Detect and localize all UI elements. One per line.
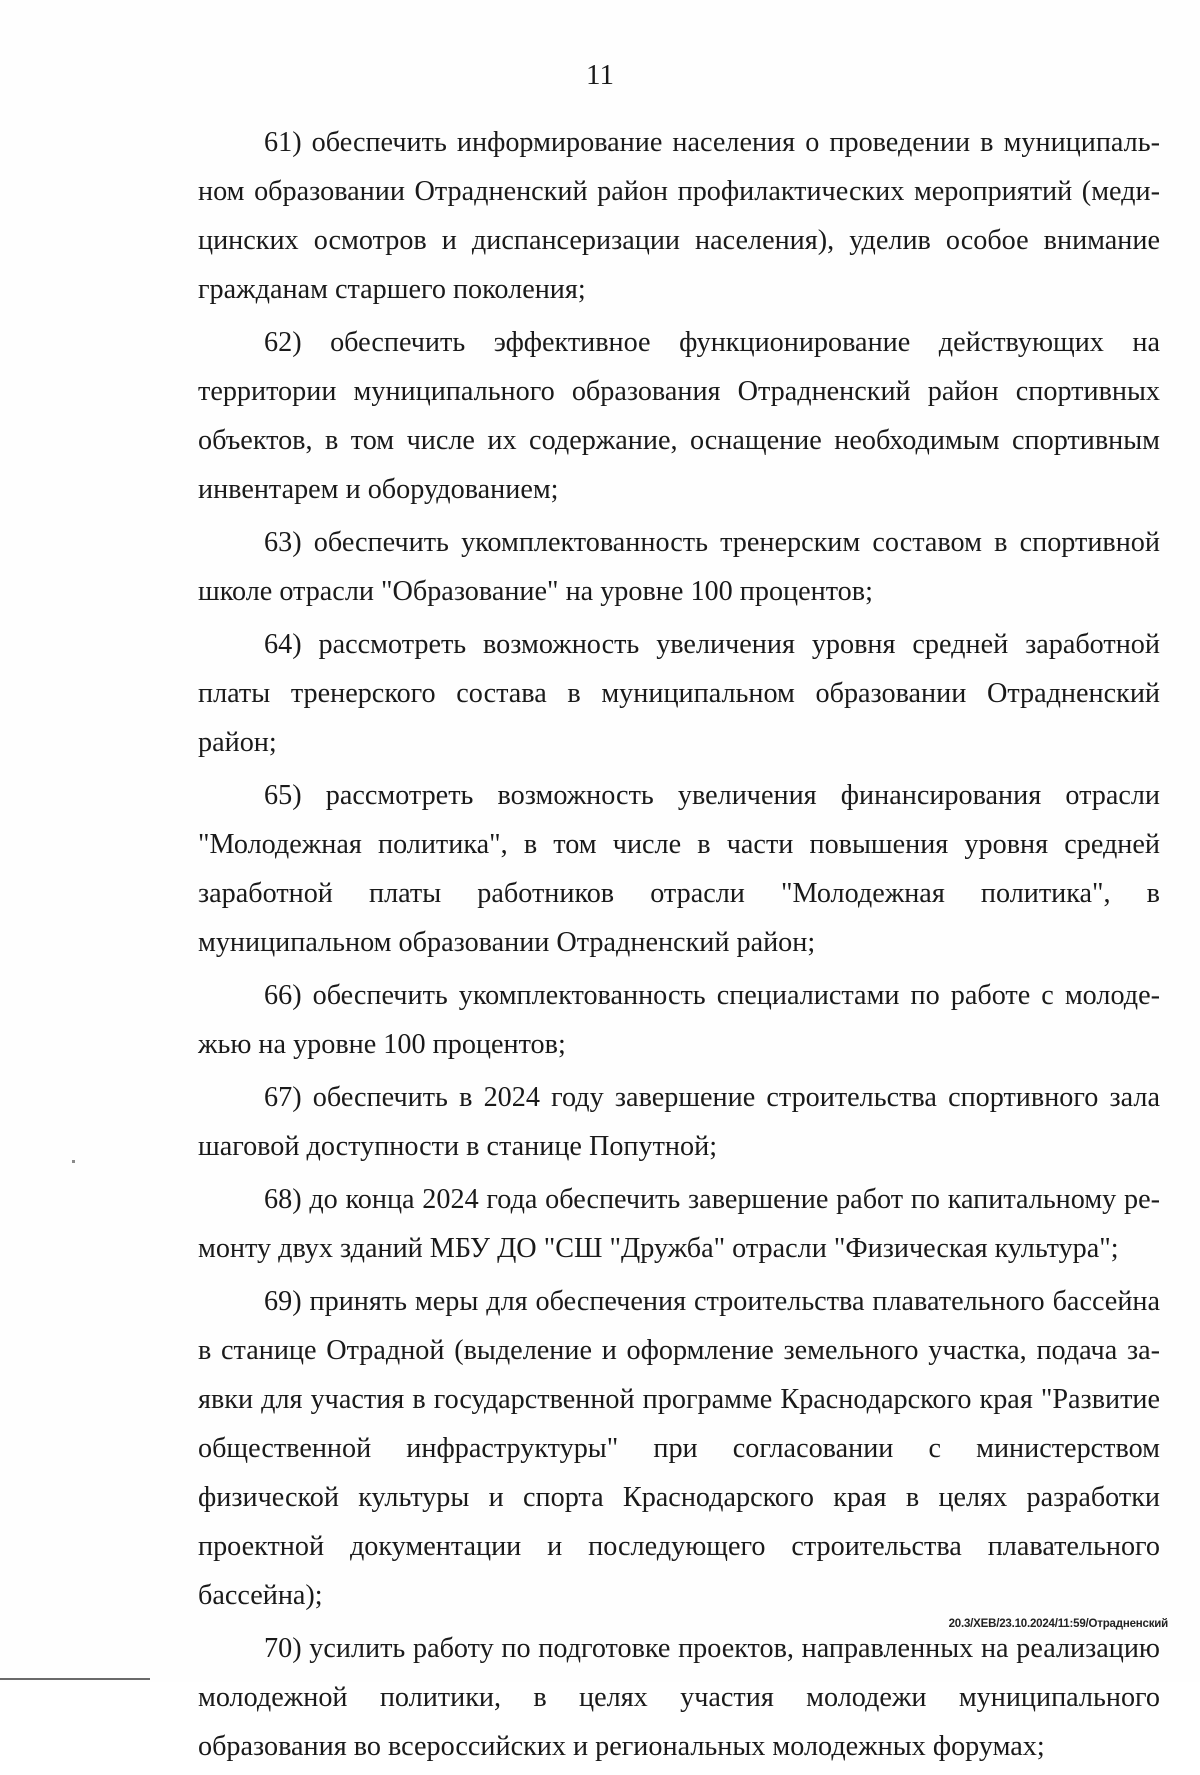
paragraph-number: 70)	[264, 1633, 302, 1664]
paragraph-number: 61)	[264, 127, 302, 158]
paragraph-67	[198, 1073, 1160, 1171]
paragraph-number: 62)	[264, 327, 302, 358]
paragraph-text: обеспечить информирование населения о проведении в муниципальном образовании Отрадненский район профилактических мероприятий (медицинских осмотров и диспансеризации населения), уделив особое внимание гражданам старшего поколения;	[198, 127, 1160, 305]
paragraph-text: усилить работу по подготовке проектов, направленных на реализацию молодежной политики, в целях участия молодежи муниципального образования во всероссийских и региональных молодежных форумах;	[198, 1633, 1160, 1762]
scan-edge-line	[0, 1678, 150, 1680]
paragraph-number: 63)	[264, 527, 302, 558]
paragraph-number: 65)	[264, 780, 302, 811]
scan-artifact	[72, 1160, 75, 1163]
paragraph-text: до конца 2024 года обеспечить завершение работ по капитальному ремонту двух зданий МБУ ДО "СШ "Дружба" отрасли "Физическая культура";	[198, 1184, 1160, 1264]
paragraph-text: принять меры для обеспечения строительства плавательного бассейна в станице Отрадной (выделение и оформление земельного участка, подача заявки для участия в государственной программе Краснодарского края "Развитие общественной инфраструктуры" при согласовании с министерством физической культуры и спорта Краснодарского края в целях разработки проектной документации и последующего строительства плавательного бассейна);	[198, 1286, 1160, 1611]
paragraph-66	[198, 971, 1160, 1069]
paragraph-number: 68)	[264, 1184, 302, 1215]
paragraph-text: рассмотреть возможность увеличения финансирования отрасли "Молодежная политика", в том числе в части повышения уровня средней заработной платы работников отрасли "Молодежная политика", в муниципальном образовании Отрадненский район;	[198, 780, 1160, 958]
paragraph-number: 69)	[264, 1286, 302, 1317]
paragraph-text: обеспечить эффективное функционирование действующих на территории муниципального образования Отрадненский район спортивных объектов, в том числе их содержание, оснащение необходимым спортивным инвентарем и оборудованием;	[198, 327, 1160, 505]
paragraph-text: обеспечить в 2024 году завершение строительства спортивного зала шаговой доступности в станице Попутной;	[198, 1082, 1160, 1162]
paragraph-text: обеспечить укомплектованность тренерским составом в спортивной школе отрасли "Образование" на уровне 100 процентов;	[198, 527, 1160, 607]
paragraph-65	[198, 771, 1160, 967]
paragraph-63	[198, 518, 1160, 616]
paragraph-68	[198, 1175, 1160, 1273]
paragraph-61	[198, 118, 1160, 314]
paragraph-70	[198, 1624, 1160, 1771]
document-body	[198, 118, 1160, 1775]
page-number: 11	[586, 59, 614, 91]
document-reference-footer: 20.3/ХЕВ/23.10.2024/11:59/Отрадненский	[948, 1618, 1168, 1630]
paragraph-number: 66)	[264, 980, 302, 1011]
paragraph-number: 67)	[264, 1082, 302, 1113]
paragraph-text: обеспечить укомплектованность специалистами по работе с молодежью на уровне 100 процентов;	[198, 980, 1160, 1060]
paragraph-64	[198, 620, 1160, 767]
paragraph-69	[198, 1277, 1160, 1620]
paragraph-number: 64)	[264, 629, 302, 660]
paragraph-62	[198, 318, 1160, 514]
paragraph-text: рассмотреть возможность увеличения уровня средней заработной платы тренерского состава в муниципальном образовании Отрадненский район;	[198, 629, 1160, 758]
